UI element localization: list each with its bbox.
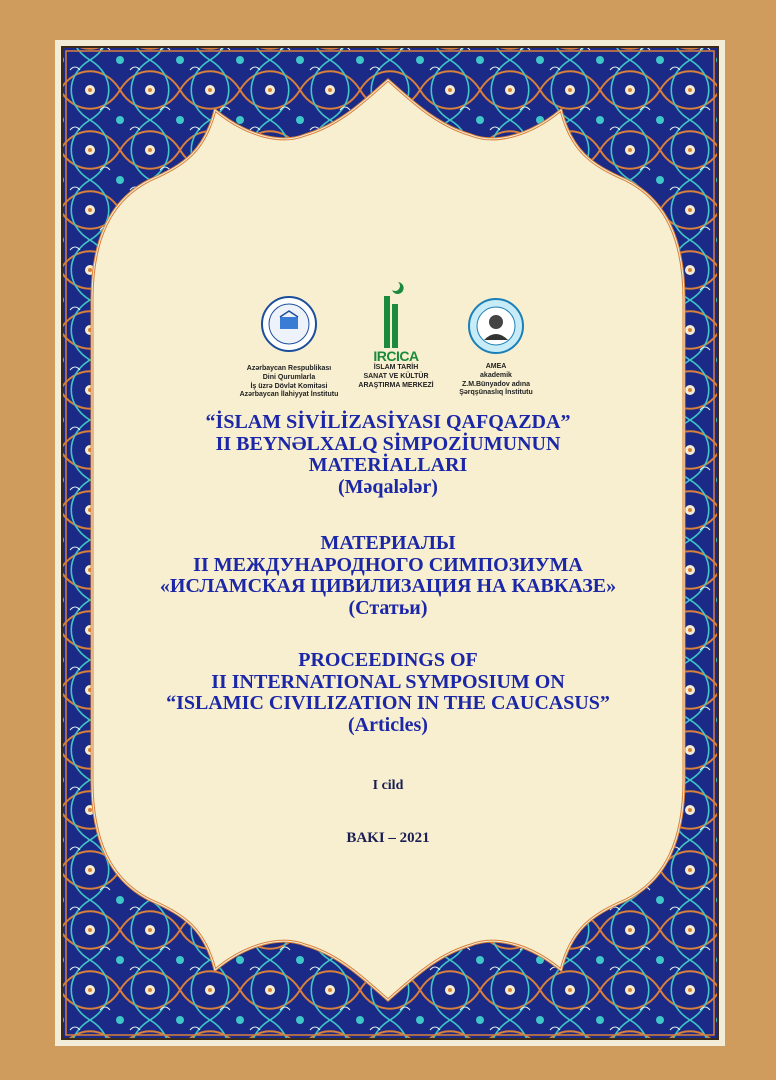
title-line: “İSLAM SİVİLİZASİYASI QAFQAZDA” (205, 411, 571, 433)
logo-caption-line: akademik (480, 371, 512, 379)
logo-caption-line: ARAŞTIRMA MERKEZİ (358, 381, 434, 389)
title-line: (Məqalələr) (338, 475, 438, 498)
oriental-studies-institute-logo (469, 299, 523, 353)
place-year: BAKI – 2021 (346, 830, 430, 846)
logo-caption-line: Azərbaycan Respublikası (246, 365, 332, 372)
title-line: “ISLAMIC CIVILIZATION IN THE CAUCASUS” (166, 692, 610, 715)
title-line: МАТЕРИАЛЫ (320, 532, 456, 554)
title-azerbaijani (120, 412, 656, 498)
logo-caption-line: SANAT VE KÜLTÜR (363, 372, 429, 380)
title-line: II INTERNATIONAL SYMPOSIUM ON (211, 670, 565, 693)
logo-caption-line: Şərqşünaslıq İnstitutu (459, 389, 533, 397)
azerbaijan-theology-institute-logo (262, 297, 316, 351)
title-russian (120, 533, 656, 619)
title-line: II МЕЖДУНАРОДНОГО СИМПОЗИУМА (193, 553, 583, 576)
center-logo-caption (356, 348, 436, 390)
logo-caption-line: İSLAM TARİH (373, 364, 419, 371)
ircica-wordmark: IRCICA (373, 348, 419, 364)
logo-caption-line: Azərbaycan İlahiyyat İnstitutu (239, 391, 339, 399)
title-english (120, 650, 656, 736)
logo-caption-line: İş üzrə Dövlət Komitəsi (250, 382, 328, 390)
logo-caption-line: Dini Qurumlarla (262, 373, 316, 381)
logo-caption-line: Z.M.Bünyadov adına (461, 380, 531, 388)
right-logo-caption (452, 363, 540, 398)
title-line: (Articles) (348, 713, 428, 736)
title-line: «ИСЛАМСКАЯ ЦИВИЛИЗАЦИЯ НА КАВКАЗЕ» (159, 575, 617, 598)
title-line: PROCEEDINGS OF (298, 649, 478, 671)
title-line: MATERİALLARI (308, 454, 468, 477)
volume-label: I cild (372, 778, 404, 793)
title-line: (Статьи) (348, 596, 428, 619)
left-logo-caption (236, 365, 342, 400)
title-line: II BEYNƏLXALQ SİMPOZİUMUNUN (215, 432, 561, 455)
logo-caption-line: AMEA (485, 363, 507, 370)
